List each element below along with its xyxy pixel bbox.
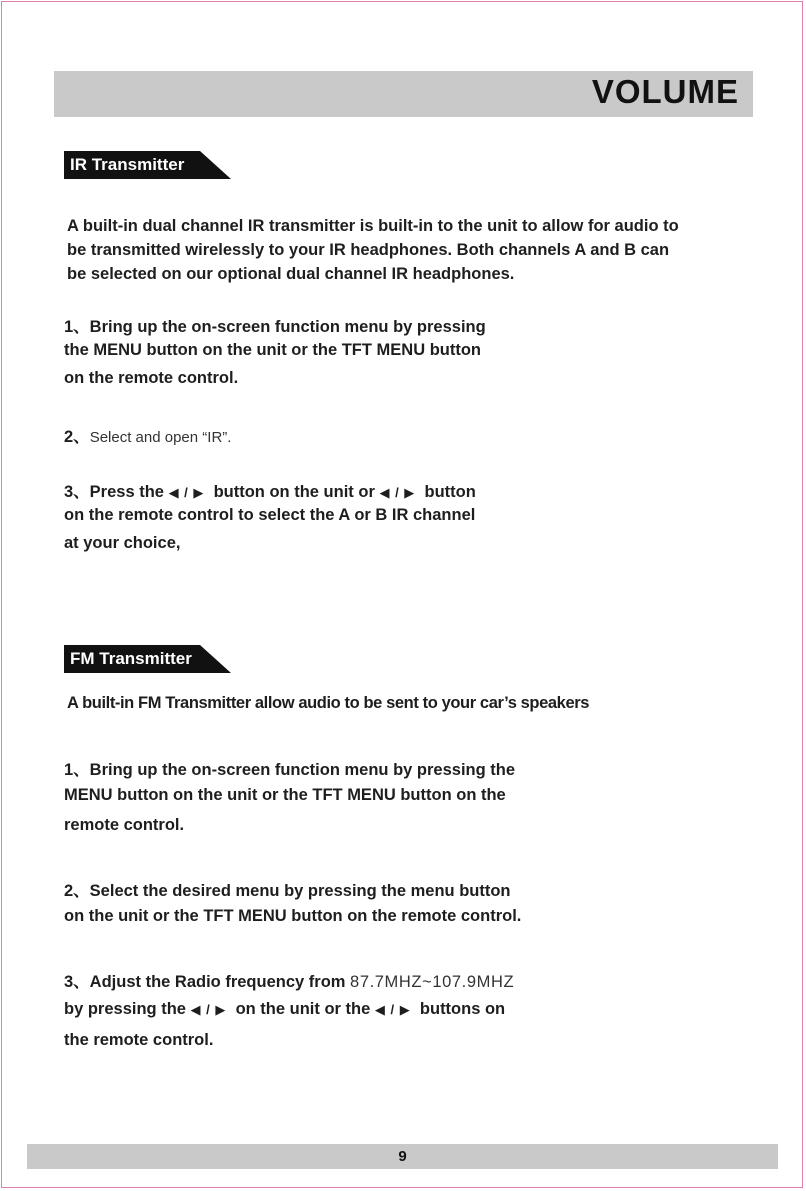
ir-step3-part-c: button [424,483,476,501]
title-bar [54,71,753,117]
fm-step2-line-1: 2、Select the desired menu by pressing the menu button [64,882,511,900]
ir-intro-line-2: be transmitted wirelessly to your IR headphones. Both channels A and B can [67,241,670,259]
ir-intro-line-3: be selected on our optional dual channel IR headphones. [67,265,515,283]
fm-step2-line-2: on the unit or the TFT MENU button on the remote control. [64,907,522,925]
footer-bar [27,1144,778,1169]
fm-step3-line-2 [64,1000,505,1019]
page-title: VOLUME [591,73,739,110]
ir-step3-part-b: button on the unit or [213,483,375,501]
ir-step1-line-1: 1、Bring up the on-screen function menu by pressing [64,318,486,336]
ir-section-tab [64,151,231,179]
fm-step3-part-c: on the unit or the [235,1000,371,1018]
fm-step3-line-1 [64,968,514,992]
left-right-arrows-icon: ◀ / ▶ [168,485,205,500]
ir-step1-line-2: the MENU button on the unit or the TFT MENU button [64,341,481,359]
ir-step3-line-1 [64,478,476,502]
ir-step2-number: 2、 [64,428,90,446]
fm-step3-part-a: 3、Adjust the Radio frequency from [64,973,346,991]
fm-section-tab [64,645,231,673]
fm-intro: A built-in FM Transmitter allow audio to be sent to your car’s speakers [67,694,590,712]
fm-step1-line-2: MENU button on the unit or the TFT MENU button on the [64,786,506,804]
page-number: 9 [398,1148,407,1165]
left-right-arrows-icon: ◀ / ▶ [379,485,416,500]
fm-step3-line-3: the remote control. [64,1031,214,1049]
left-right-arrows-icon: ◀ / ▶ [374,1002,411,1017]
fm-step3-part-b: by pressing the [64,1000,186,1018]
ir-tab-label: IR Transmitter [70,155,185,174]
ir-intro-line-1: A built-in dual channel IR transmitter is built-in to the unit to allow for audio to [67,217,679,235]
ir-step2-text: Select and open “IR”. [89,429,232,446]
fm-tab-label: FM Transmitter [70,649,192,668]
left-right-arrows-icon: ◀ / ▶ [190,1002,227,1017]
fm-step1-line-1: 1、Bring up the on-screen function menu by pressing the [64,761,516,779]
fm-frequency-range: 87.7MHZ~107.9MHZ [350,973,515,991]
ir-step2 [64,423,231,447]
fm-step3-part-d: buttons on [419,1000,506,1018]
ir-step3-line-2: on the remote control to select the A or B IR channel [64,506,476,524]
ir-step1-line-3: on the remote control. [64,369,239,387]
ir-step3-line-3: at your choice, [64,534,181,552]
fm-step1-line-3: remote control. [64,816,185,834]
ir-step3-part-a: 3、Press the [64,483,164,501]
